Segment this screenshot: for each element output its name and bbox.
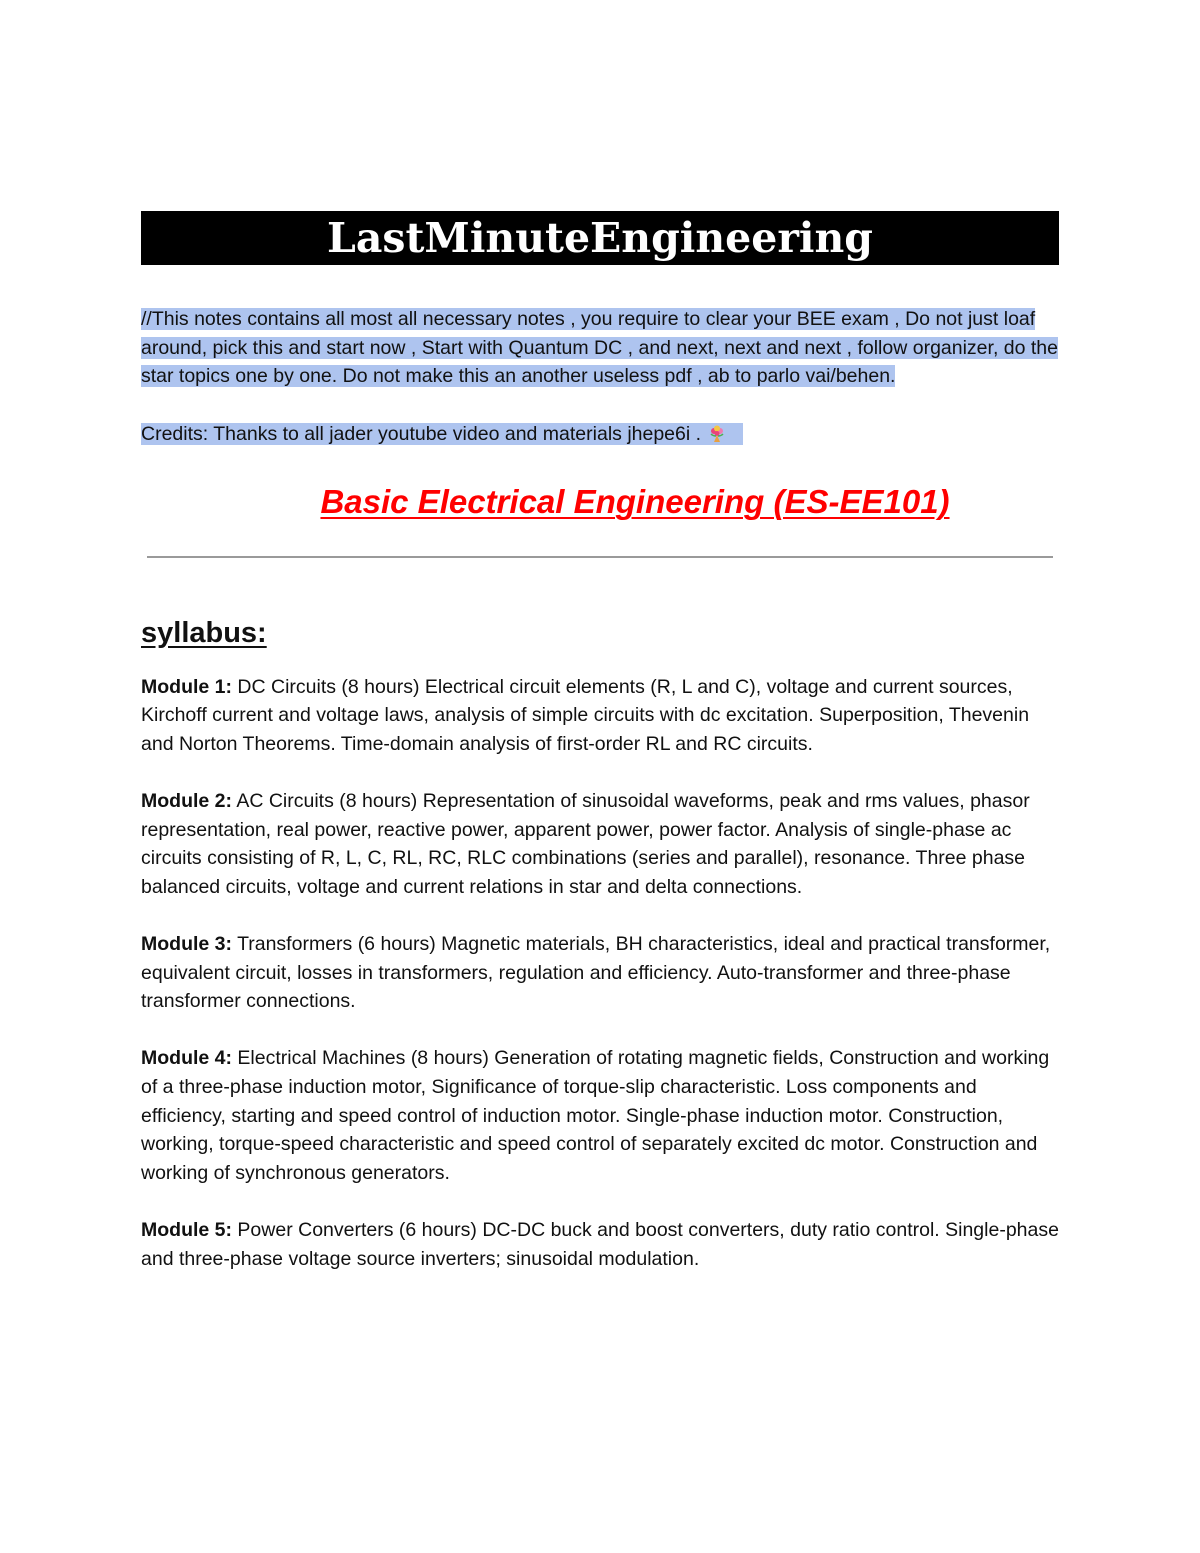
module-text: DC Circuits (8 hours) Electrical circuit elements (R, L and C), voltage and current sources, Kirchoff current and voltage laws, analysis of simple circuits with dc excitation. Superposition, Thevenin and Norton Theorems. Time-domain analysis of first-order RL and RC circuits.	[141, 675, 1030, 755]
flower-bouquet-icon	[708, 425, 726, 443]
credits-text: Credits: Thanks to all jader youtube video and materials jhepe6i .	[141, 422, 702, 445]
document-title: LastMinuteEngineering	[327, 213, 873, 262]
module-5	[141, 1216, 1059, 1273]
module-text: Electrical Machines (8 hours) Generation of rotating magnetic fields, Construction and working of a three-phase induction motor, Significance of torque-slip characteristic. Loss components and efficiency, starting and speed control of induction motor. Single-phase induction motor. Construction, working, torque-speed characteristic and speed control of separately excited dc motor. Construction and working of synchronous generators.	[141, 1047, 1050, 1184]
credits-line	[141, 423, 743, 445]
intro-paragraph	[141, 305, 1059, 391]
title-banner	[141, 211, 1059, 265]
module-text: AC Circuits (8 hours) Representation of sinusoidal waveforms, peak and rms values, phasor representation, real power, reactive power, apparent power, power factor. Analysis of single-phase ac circuits consisting of R, L, C, RL, RC, RLC combinations (series and parallel), resonance. Three phase balanced circuits, voltage and current relations in star and delta connections.	[141, 790, 1030, 898]
module-2	[141, 787, 1059, 901]
module-text: Power Converters (6 hours) DC-DC buck and boost converters, duty ratio control. Single-phase and three-phase voltage source inverters; sinusoidal modulation.	[141, 1219, 1059, 1270]
intro-text: //This notes contains all most all necessary notes , you require to clear your BEE exam , Do not just loaf around, pick this and start now , Start with Quantum DC , and next, next and next , follow organizer, do the star topics one by one. Do not make this an another useless pdf , ab to parlo vai/behen.	[141, 308, 1058, 388]
module-3	[141, 930, 1059, 1016]
module-1	[141, 673, 1059, 759]
horizontal-divider	[147, 556, 1053, 558]
course-title: Basic Electrical Engineering (ES-EE101)	[320, 483, 950, 521]
module-label: Module 2:	[141, 790, 232, 813]
module-label: Module 5:	[141, 1219, 232, 1242]
module-label: Module 1:	[141, 675, 232, 698]
module-label: Module 4:	[141, 1047, 232, 1070]
module-4	[141, 1044, 1059, 1187]
module-text: Transformers (6 hours) Magnetic materials, BH characteristics, ideal and practical transformer, equivalent circuit, losses in transformers, regulation and efficiency. Auto-transformer and three-phase transformer connections.	[141, 933, 1051, 1013]
document-page	[141, 211, 1059, 1273]
credits-paragraph	[141, 420, 1059, 449]
module-label: Module 3:	[141, 933, 232, 956]
syllabus-heading: syllabus:	[141, 616, 267, 649]
